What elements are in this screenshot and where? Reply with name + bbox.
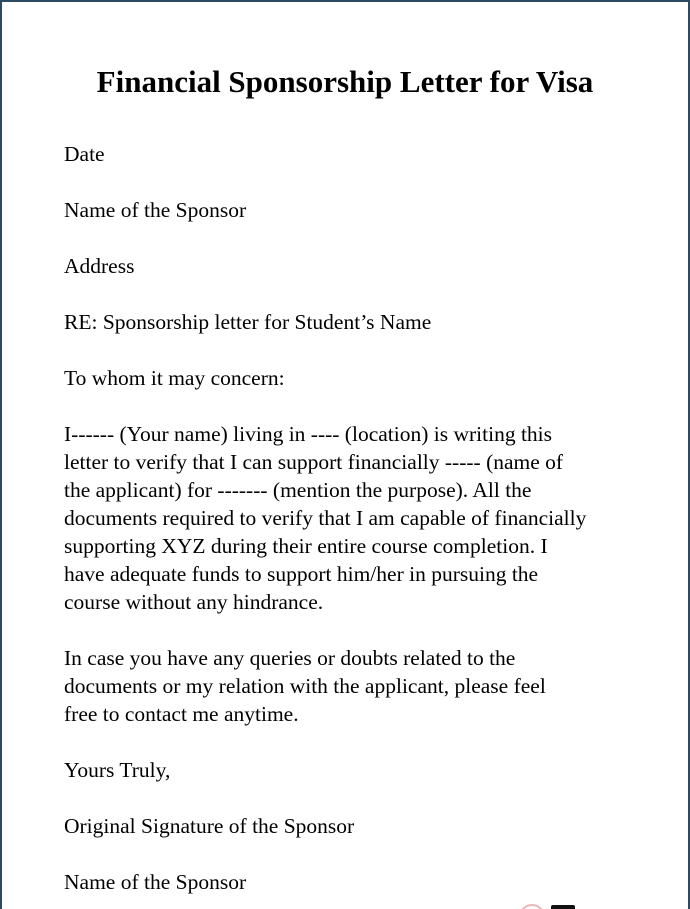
signature-line: Original Signature of the Sponsor	[64, 814, 355, 838]
re-line: RE: Sponsorship letter for Student’s Name	[64, 310, 432, 334]
logo-text-mark	[551, 905, 575, 909]
sponsor-name-line: Name of the Sponsor	[64, 198, 247, 222]
paragraph-1	[64, 420, 664, 616]
logo-circle-icon	[519, 904, 545, 909]
paragraph-1-line: the applicant) for ------- (mention the purpose). All the	[64, 478, 532, 502]
letter-title: Financial Sponsorship Letter for Visa	[96, 64, 594, 99]
address-line: Address	[64, 254, 135, 278]
paragraph-2-line: In case you have any queries or doubts related to the	[64, 646, 516, 670]
closing-line: Yours Truly,	[64, 758, 171, 782]
paragraph-1-line: have adequate funds to support him/her in pursuing the	[64, 562, 539, 586]
date-line: Date	[64, 142, 105, 166]
paragraph-2-line: documents or my relation with the applicant, please feel	[64, 674, 546, 698]
paragraph-1-line: documents required to verify that I am capable of financially	[64, 506, 587, 530]
sponsor-name-end-line: Name of the Sponsor	[64, 870, 247, 894]
salutation-line: To whom it may concern:	[64, 366, 285, 390]
paragraph-1-line: course without any hindrance.	[64, 590, 324, 614]
paragraph-1-line: supporting XYZ during their entire course completion. I	[64, 534, 548, 558]
paragraph-2	[64, 644, 664, 728]
paragraph-1-line: I------ (Your name) living in ---- (location) is writing this	[64, 422, 553, 446]
paragraph-1-line: letter to verify that I can support financially ----- (name of	[64, 450, 564, 474]
paragraph-2-line: free to contact me anytime.	[64, 702, 299, 726]
letter-body	[64, 140, 664, 909]
partial-logo-icon	[517, 900, 577, 909]
